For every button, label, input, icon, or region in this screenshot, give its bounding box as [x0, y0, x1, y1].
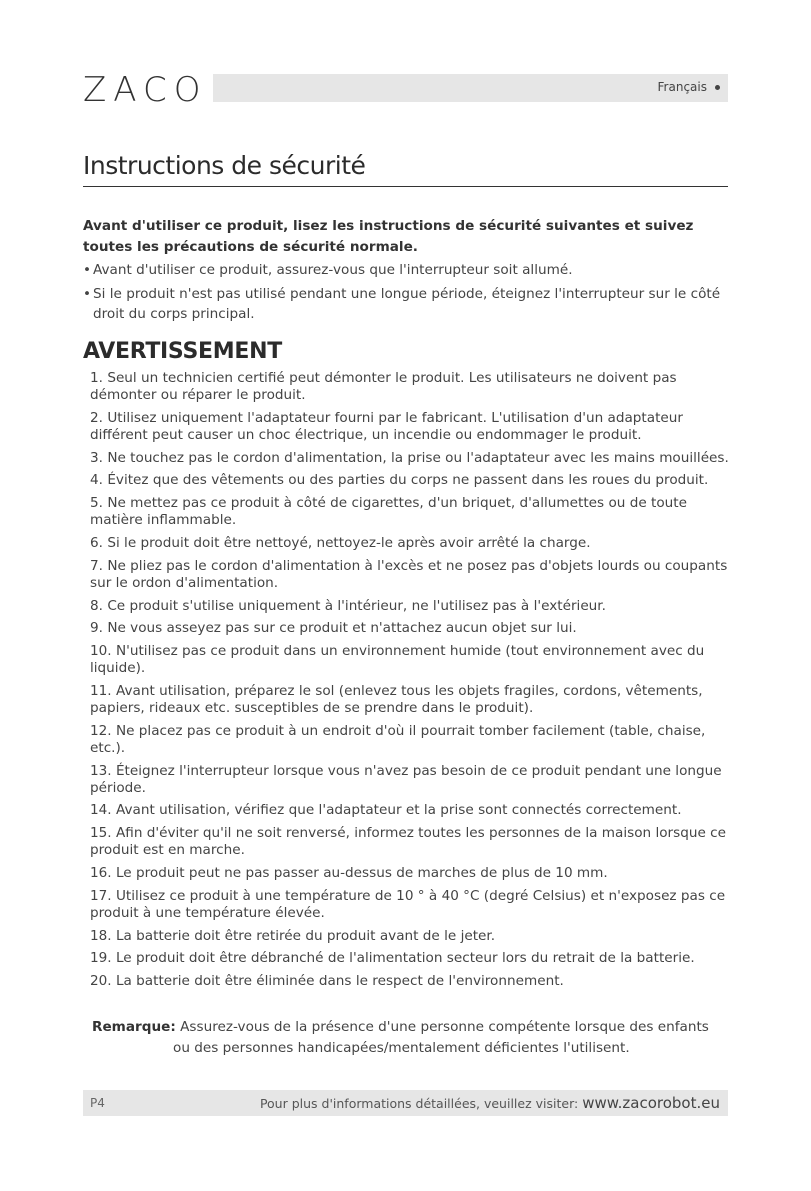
- warning-text: N'utilisez pas ce produit dans un environnement humide (tout environnement avec du liquide).: [90, 643, 705, 677]
- note: [92, 1017, 728, 1059]
- list-item: • Si le produit n'est pas utilisé pendant une longue période, éteignez l'interrupteur sur le côté droit du corps principal.: [83, 286, 721, 322]
- warning-text: Utilisez uniquement l'adaptateur fourni par le fabricant. L'utilisation d'un adaptateur différent peut causer un choc électrique, un incendie ou endommager le produit.: [90, 409, 683, 443]
- bullet-list: [83, 260, 728, 328]
- warning-text: Le produit doit être débranché de l'alimentation secteur lors du retrait de la batterie.: [115, 950, 695, 967]
- warning-text: Afin d'éviter qu'il ne soit renversé, informez toutes les personnes de la maison lorsque ce produit est en marche.: [90, 825, 726, 859]
- warning-number: 7.: [90, 557, 103, 574]
- warning-number: 11.: [90, 682, 112, 699]
- warning-item: [90, 643, 730, 677]
- title-divider: [83, 186, 728, 187]
- warning-item: [90, 825, 730, 859]
- warning-text: Le produit peut ne pas passer au-dessus de marches de plus de 10 mm.: [115, 864, 608, 881]
- warning-text: Évitez que des vêtements ou des parties du corps ne passent dans les roues du produit.: [107, 472, 709, 489]
- header-bar: [213, 74, 728, 102]
- warning-number: 6.: [90, 534, 103, 551]
- warning-item: [90, 683, 730, 717]
- brand-logo: ZACO: [83, 70, 208, 110]
- warning-text: La batterie doit être éliminée dans le respect de l'environnement.: [115, 973, 564, 990]
- warning-number: 8.: [90, 597, 103, 614]
- warning-item: [90, 598, 730, 615]
- warning-text: Seul un technicien certifié peut démonter le produit. Les utilisateurs ne doivent pas démonter ou réparer le produit.: [90, 370, 677, 403]
- warning-item: [90, 620, 730, 637]
- warning-item: [90, 888, 730, 922]
- warning-number: 4.: [90, 472, 103, 489]
- warning-item: [90, 950, 730, 967]
- bullet-icon: •: [83, 286, 92, 302]
- warning-list: [90, 370, 730, 996]
- warning-text: Si le produit doit être nettoyé, nettoyez-le après avoir arrêté la charge.: [107, 534, 591, 551]
- warning-heading: AVERTISSEMENT: [83, 339, 282, 364]
- note-line-1: Assurez-vous de la présence d'une personne compétente lorsque des enfants: [180, 1019, 709, 1035]
- warning-item: [90, 535, 730, 552]
- warning-number: 17.: [90, 887, 112, 904]
- warning-number: 2.: [90, 409, 103, 426]
- warning-number: 9.: [90, 620, 103, 637]
- warning-number: 20.: [90, 973, 112, 990]
- warning-number: 16.: [90, 864, 112, 881]
- warning-number: 12.: [90, 722, 112, 739]
- bullet-dot-icon: [715, 85, 720, 90]
- footer-text: Pour plus d'informations détaillées, veuillez visiter: www.zacorobot.eu: [259, 1094, 720, 1112]
- list-item: • Avant d'utiliser ce produit, assurez-vous que l'interrupteur soit allumé.: [83, 262, 573, 278]
- warning-number: 15.: [90, 825, 112, 842]
- page-number: P4: [90, 1096, 105, 1110]
- warning-item: [90, 802, 730, 819]
- warning-text: Utilisez ce produit à une température de 10 ° à 40 °C (degré Celsius) et n'exposez pas ce produit à une température élevée.: [90, 887, 726, 921]
- page-title: Instructions de sécurité: [83, 151, 366, 180]
- warning-number: 5.: [90, 495, 103, 512]
- bullet-icon: •: [83, 262, 92, 278]
- warning-text: Ne mettez pas ce produit à côté de cigarettes, d'un briquet, d'allumettes ou de toute matière inflammable.: [90, 495, 687, 529]
- warning-text: Ne vous asseyez pas sur ce produit et n'attachez aucun objet sur lui.: [107, 620, 577, 637]
- warning-text: Avant utilisation, préparez le sol (enlevez tous les objets fragiles, cordons, vêtements, papiers, rideaux etc. susceptibles de se prendre dans le produit).: [90, 682, 703, 716]
- warning-item: [90, 410, 730, 444]
- warning-item: [90, 370, 730, 404]
- warning-item: [90, 928, 730, 945]
- warning-text: Éteignez l'interrupteur lorsque vous n'avez pas besoin de ce produit pendant une longue période.: [90, 762, 722, 796]
- note-label: Remarque:: [92, 1019, 176, 1035]
- warning-item: [90, 865, 730, 882]
- footer-bar: [83, 1090, 728, 1116]
- warning-text: Ne placez pas ce produit à un endroit d'où il pourrait tomber facilement (table, chaise, etc.).: [90, 722, 706, 756]
- warning-text: Ce produit s'utilise uniquement à l'intérieur, ne l'utilisez pas à l'extérieur.: [107, 597, 606, 614]
- warning-item: [90, 495, 730, 529]
- warning-item: [90, 450, 730, 467]
- warning-item: [90, 973, 730, 990]
- intro-text: Avant d'utiliser ce produit, lisez les instructions de sécurité suivantes et suivez toutes les précautions de sécurité normale.: [83, 218, 694, 255]
- warning-text: Ne touchez pas le cordon d'alimentation, la prise ou l'adaptateur avec les mains mouillées.: [107, 449, 729, 466]
- language-indicator: Français: [658, 80, 720, 94]
- warning-text: Ne pliez pas le cordon d'alimentation à l'excès et ne posez pas d'objets lourds ou coupants sur le ordon d'alimentation.: [90, 557, 728, 591]
- warning-item: [90, 472, 730, 489]
- warning-number: 10.: [90, 643, 112, 660]
- warning-text: Avant utilisation, vérifiez que l'adaptateur et la prise sont connectés correctement.: [115, 802, 682, 819]
- warning-item: [90, 558, 730, 592]
- warning-number: 13.: [90, 762, 112, 779]
- warning-number: 14.: [90, 802, 112, 819]
- warning-number: 19.: [90, 950, 112, 967]
- warning-number: 18.: [90, 927, 112, 944]
- warning-text: La batterie doit être retirée du produit avant de le jeter.: [115, 927, 496, 944]
- warning-item: [90, 723, 730, 757]
- website-link[interactable]: www.zacorobot.eu: [582, 1094, 720, 1112]
- warning-number: 3.: [90, 449, 103, 466]
- warning-item: [90, 763, 730, 797]
- note-line-2: ou des personnes handicapées/mentalement déficientes l'utilisent.: [173, 1040, 630, 1056]
- warning-number: 1.: [90, 370, 103, 386]
